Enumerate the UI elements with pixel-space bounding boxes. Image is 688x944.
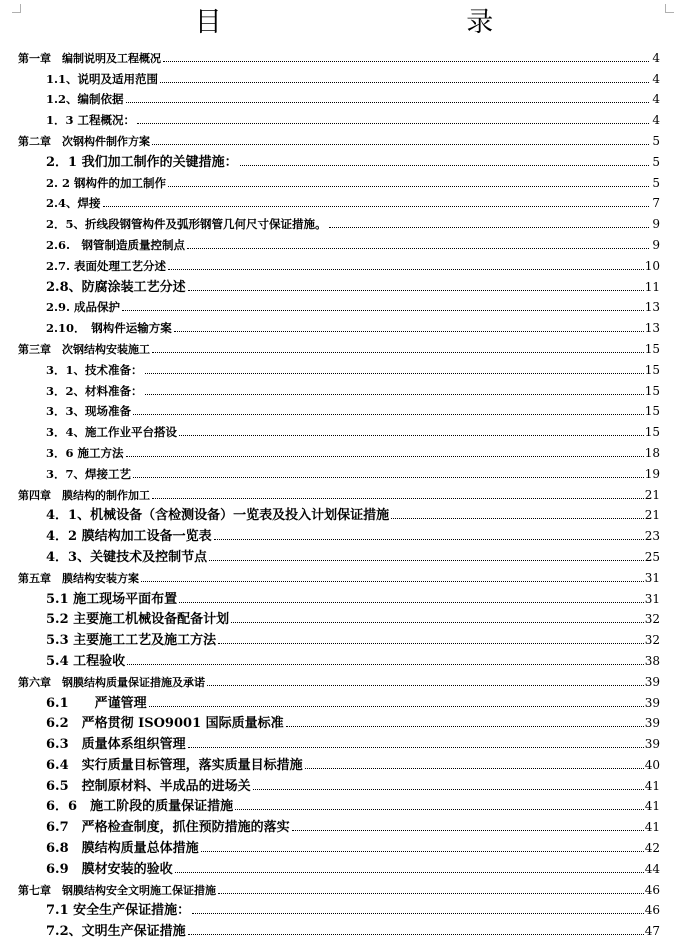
dot-leader xyxy=(127,663,644,665)
toc-section-entry[interactable] xyxy=(18,356,660,377)
toc-page-number: 21 xyxy=(644,508,660,523)
toc-entry-label: 7.1 安全生产保证措施： xyxy=(46,903,191,919)
toc-entry-label: 4．1、机械设备（含检测设备）一览表及投入计划保证措施 xyxy=(46,508,390,524)
dot-leader xyxy=(188,289,644,291)
toc-entry-label: 5.4 工程验收 xyxy=(46,653,126,669)
toc-section-entry[interactable] xyxy=(18,834,660,855)
toc-section-entry[interactable] xyxy=(18,460,660,481)
toc-entry-label: 1.2、编制依据 xyxy=(46,92,124,107)
dot-leader xyxy=(152,351,644,353)
toc-section-entry[interactable] xyxy=(18,439,660,460)
toc-entry-label: 5.3 主要施工工艺及施工方法 xyxy=(46,633,217,649)
toc-page-number: 4 xyxy=(652,71,660,86)
toc-entry-label: 6.1 严谨管理 xyxy=(46,695,147,711)
toc-page-number: 40 xyxy=(644,757,660,772)
toc-page-number: 5 xyxy=(652,175,660,190)
dot-leader xyxy=(292,829,644,831)
dot-leader xyxy=(175,871,644,873)
dot-leader xyxy=(305,767,644,769)
dot-leader xyxy=(179,601,644,603)
dot-leader xyxy=(201,850,644,852)
dot-leader xyxy=(188,746,644,748)
toc-entry-label: 第二章 次钢构件制作方案 xyxy=(18,134,150,148)
toc-chapter-entry[interactable] xyxy=(18,335,660,356)
dot-leader xyxy=(253,788,644,790)
toc-page-number: 15 xyxy=(644,383,660,398)
dot-leader xyxy=(168,185,649,187)
dot-leader xyxy=(214,538,644,540)
toc-section-entry[interactable] xyxy=(18,606,660,627)
toc-page-number: 21 xyxy=(644,487,660,502)
toc-entry-label: 第五章 膜结构安装方案 xyxy=(18,571,139,585)
dot-leader xyxy=(329,226,649,228)
toc-page-number: 9 xyxy=(652,237,660,252)
toc-page-number: 15 xyxy=(644,425,660,440)
toc-section-entry[interactable] xyxy=(18,626,660,647)
toc-page-number: 5 xyxy=(652,133,660,148)
dot-leader xyxy=(126,455,644,457)
dot-leader xyxy=(141,580,644,582)
toc-page-number: 13 xyxy=(644,300,660,315)
toc-section-entry[interactable] xyxy=(18,169,660,190)
page-title: 目 录 xyxy=(194,7,612,38)
dot-leader xyxy=(231,621,644,623)
toc-page-number: 13 xyxy=(644,321,660,336)
toc-entry-label: 6.3 质量体系组织管理 xyxy=(46,737,186,753)
toc-section-entry[interactable] xyxy=(18,793,660,814)
toc-page-number: 4 xyxy=(652,113,660,128)
toc-section-entry[interactable] xyxy=(18,855,660,876)
toc-section-entry[interactable] xyxy=(18,210,660,231)
toc-page-number: 10 xyxy=(644,258,660,273)
toc-entry-label: 2.6. 钢管制造质量控制点 xyxy=(46,237,186,252)
toc-page-number: 32 xyxy=(644,612,660,627)
dot-leader xyxy=(168,268,644,270)
toc-entry-label: 5.1 施工现场平面布置 xyxy=(46,591,178,607)
toc-page-number: 39 xyxy=(644,695,660,710)
toc-entry-label: 第七章 钢膜结构安全文明施工保证措施 xyxy=(18,883,216,897)
toc-entry-label: 3．3、现场准备 xyxy=(46,404,132,419)
toc-page-number: 41 xyxy=(644,799,660,814)
toc-section-entry[interactable] xyxy=(18,647,660,668)
toc-entry-label: 3．7、焊接工艺 xyxy=(46,466,132,481)
toc-page-number: 11 xyxy=(644,279,660,294)
toc-page-number: 44 xyxy=(644,861,660,876)
toc-page-number: 31 xyxy=(644,591,660,606)
dot-leader xyxy=(235,808,644,810)
toc-section-entry[interactable] xyxy=(18,585,660,606)
toc-entry-label: 6.2 严格贯彻 ISO9001 国际质量标准 xyxy=(46,716,284,732)
toc-section-entry[interactable] xyxy=(18,398,660,419)
dot-leader xyxy=(145,372,644,374)
toc-entry-label: 6.7 严格检查制度，抓住预防措施的落实 xyxy=(46,820,290,836)
toc-page-number: 25 xyxy=(644,549,660,564)
toc-section-entry[interactable] xyxy=(18,252,660,273)
toc-page-number: 9 xyxy=(652,217,660,232)
toc-section-entry[interactable] xyxy=(18,86,660,107)
toc-entry-label: 2. 2 钢构件的加工制作 xyxy=(46,175,167,190)
toc-chapter-entry[interactable] xyxy=(18,564,660,585)
toc-section-entry[interactable] xyxy=(18,772,660,793)
toc-entry-label: 2．5、折线段钢管构件及弧形钢管几何尺寸保证措施。 xyxy=(46,217,327,232)
dot-leader xyxy=(286,725,644,727)
toc-section-entry[interactable] xyxy=(18,65,660,86)
dot-leader xyxy=(192,912,644,914)
toc-page-number: 42 xyxy=(644,841,660,856)
toc-page-number: 38 xyxy=(644,653,660,668)
toc-entry-label: 7.2、文明生产保证措施 xyxy=(46,924,186,940)
dot-leader xyxy=(152,143,649,145)
toc-entry-label: 1.1、说明及适用范围 xyxy=(46,71,159,86)
toc-page-number: 39 xyxy=(644,737,660,752)
toc-entry-label: 4．3、关键技术及控制节点 xyxy=(46,549,208,565)
toc-section-entry[interactable] xyxy=(18,314,660,335)
toc-entry-label: 第四章 膜结构的制作加工 xyxy=(18,488,150,502)
toc-entry-label: 5.2 主要施工机械设备配备计划 xyxy=(46,612,230,628)
toc-section-entry[interactable] xyxy=(18,273,660,294)
dot-leader xyxy=(218,892,644,894)
toc-page-number: 19 xyxy=(644,466,660,481)
toc-section-entry[interactable] xyxy=(18,710,660,731)
dot-leader xyxy=(145,393,644,395)
dot-leader xyxy=(122,309,644,311)
dot-leader xyxy=(133,476,644,478)
toc-page-number: 4 xyxy=(652,50,660,65)
dot-leader xyxy=(137,122,649,124)
toc-page-number: 15 xyxy=(644,362,660,377)
dot-leader xyxy=(391,517,644,519)
toc-page-number: 7 xyxy=(652,196,660,211)
toc-entry-label: 6.8 膜结构质量总体措施 xyxy=(46,841,199,857)
toc-entry-label: 3．6 施工方法 xyxy=(46,445,124,460)
dot-leader xyxy=(218,642,644,644)
table-of-contents xyxy=(18,44,660,938)
toc-page-number: 39 xyxy=(644,674,660,689)
toc-page-number: 39 xyxy=(644,716,660,731)
dot-leader xyxy=(188,933,644,935)
toc-section-entry[interactable] xyxy=(18,502,660,523)
toc-page-number: 23 xyxy=(644,529,660,544)
toc-section-entry[interactable] xyxy=(18,917,660,938)
dot-leader xyxy=(174,330,644,332)
toc-page-number: 18 xyxy=(644,445,660,460)
toc-entry-label: 2.8、防腐涂装工艺分述 xyxy=(46,279,186,295)
dot-leader xyxy=(209,559,644,561)
toc-chapter-entry[interactable] xyxy=(18,876,660,897)
dot-leader xyxy=(163,60,649,62)
toc-section-entry[interactable] xyxy=(18,813,660,834)
toc-entry-label: 6.4 实行质量目标管理，落实质量目标措施 xyxy=(46,757,303,773)
toc-entry-label: 6．6 施工阶段的质量保证措施 xyxy=(46,799,234,815)
toc-page-number: 15 xyxy=(644,404,660,419)
toc-entry-label: 2.10． 钢构件运输方案 xyxy=(46,321,172,336)
toc-entry-label: 2.4、焊接 xyxy=(46,196,101,211)
dot-leader xyxy=(240,164,649,166)
dot-leader xyxy=(152,497,644,499)
toc-chapter-entry[interactable] xyxy=(18,481,660,502)
dot-leader xyxy=(149,705,644,707)
dot-leader xyxy=(160,81,649,83)
toc-entry-label: 第一章 编制说明及工程概况 xyxy=(18,51,161,65)
dot-leader xyxy=(103,205,649,207)
dot-leader xyxy=(126,101,649,103)
toc-page-number: 15 xyxy=(644,341,660,356)
toc-page-number: 47 xyxy=(644,924,660,939)
toc-entry-label: 6.5 控制原材料、半成品的进场关 xyxy=(46,778,251,794)
toc-chapter-entry[interactable] xyxy=(18,44,660,65)
toc-section-entry[interactable] xyxy=(18,106,660,127)
toc-section-entry[interactable] xyxy=(18,418,660,439)
toc-page-number: 4 xyxy=(652,92,660,107)
toc-page-number: 46 xyxy=(644,903,660,918)
toc-section-entry[interactable] xyxy=(18,543,660,564)
toc-entry-label: 1．3 工程概况： xyxy=(46,113,136,128)
toc-section-entry[interactable] xyxy=(18,148,660,169)
toc-section-entry[interactable] xyxy=(18,231,660,252)
toc-entry-label: 3．1、技术准备： xyxy=(46,362,143,377)
toc-section-entry[interactable] xyxy=(18,897,660,918)
dot-leader xyxy=(207,684,644,686)
toc-chapter-entry[interactable] xyxy=(18,127,660,148)
dot-leader xyxy=(187,247,649,249)
toc-page-number: 31 xyxy=(644,570,660,585)
toc-page-number: 5 xyxy=(652,154,660,169)
toc-chapter-entry[interactable] xyxy=(18,668,660,689)
toc-page-number: 32 xyxy=(644,633,660,648)
toc-entry-label: 第六章 钢膜结构质量保证措施及承诺 xyxy=(18,675,205,689)
toc-entry-label: 4．2 膜结构加工设备一览表 xyxy=(46,529,212,545)
toc-page-number: 46 xyxy=(644,882,660,897)
toc-section-entry[interactable] xyxy=(18,751,660,772)
toc-section-entry[interactable] xyxy=(18,190,660,211)
toc-entry-label: 第三章 次钢结构安装施工 xyxy=(18,342,150,356)
toc-entry-label: 2.9. 成品保护 xyxy=(46,300,121,315)
dot-leader xyxy=(179,434,644,436)
dot-leader xyxy=(133,413,644,415)
toc-section-entry[interactable] xyxy=(18,294,660,315)
toc-entry-label: 2.7. 表面处理工艺分述 xyxy=(46,258,167,273)
toc-page-number: 41 xyxy=(644,820,660,835)
toc-entry-label: 3．4、施工作业平台搭设 xyxy=(46,425,178,440)
toc-section-entry[interactable] xyxy=(18,377,660,398)
toc-entry-label: 3．2、材料准备： xyxy=(46,383,143,398)
toc-entry-label: 2．1 我们加工制作的关键措施： xyxy=(46,154,238,170)
toc-section-entry[interactable] xyxy=(18,522,660,543)
toc-section-entry[interactable] xyxy=(18,730,660,751)
toc-entry-label: 6.9 膜材安装的验收 xyxy=(46,861,173,877)
toc-page-number: 41 xyxy=(644,778,660,793)
toc-section-entry[interactable] xyxy=(18,689,660,710)
